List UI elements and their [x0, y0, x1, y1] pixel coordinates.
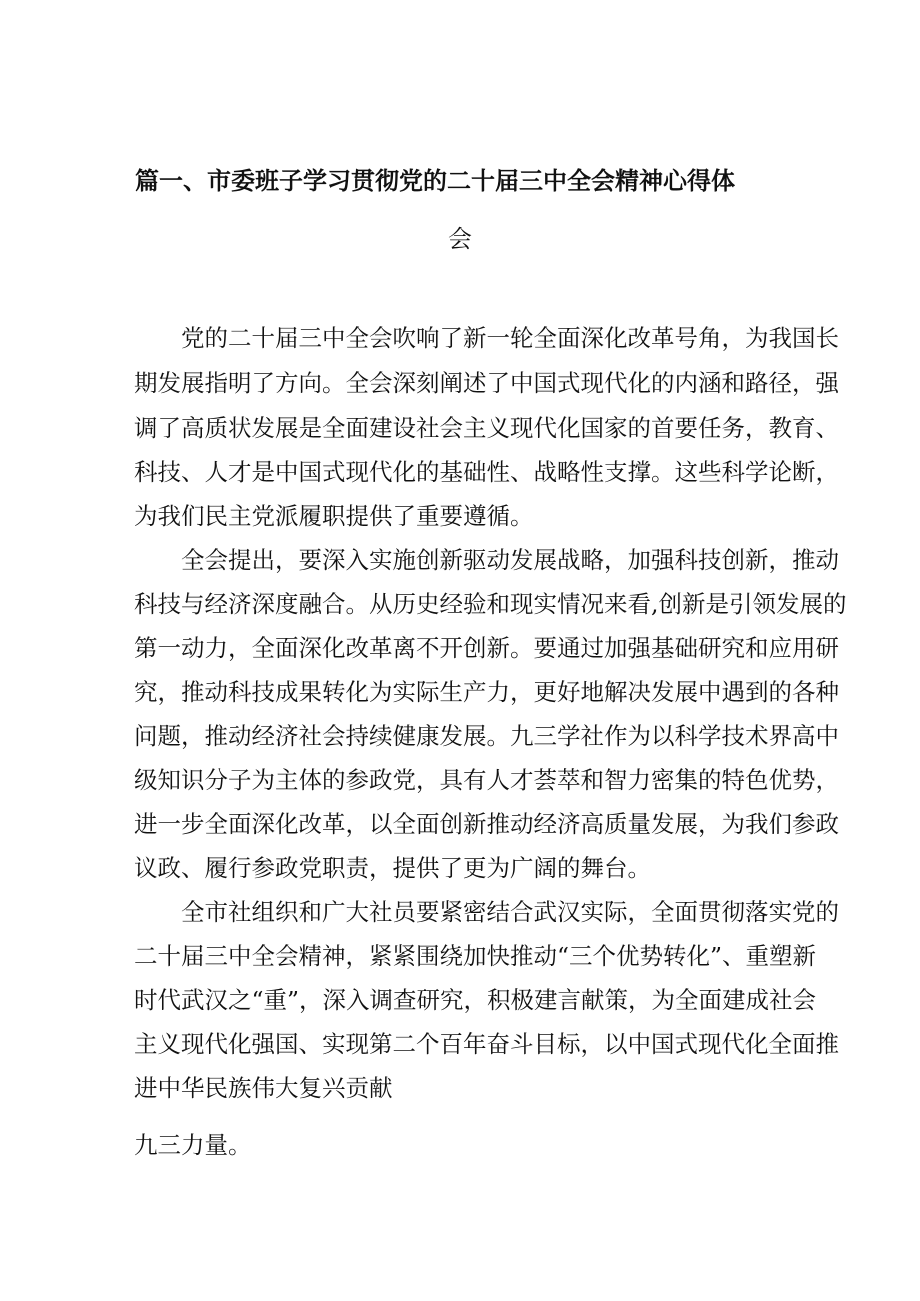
- paragraph-2-line: 究，推动科技成果转化为实际生产力，更好地解决发展中遇到的各种: [134, 678, 839, 706]
- paragraph-1-line: 党的二十届三中全会吹响了新一轮全面深化改革号角，为我国长: [181, 324, 839, 352]
- paragraph-1-line: 科技、人才是中国式现代化的基础性、战略性支撑。这些科学论断，: [134, 458, 839, 486]
- document-title-continued: 会: [448, 225, 472, 253]
- paragraph-2-line: 进一步全面深化改革，以全面创新推动经济高质量发展，为我们参政: [134, 810, 839, 838]
- paragraph-2-line: 级知识分子为主体的参政党，具有人才荟萃和智力密集的特色优势，: [134, 766, 839, 794]
- paragraph-2-line: 全会提出，要深入实施创新驱动发展战略，加强科技创新，推动: [181, 546, 839, 574]
- paragraph-1-line: 期发展指明了方向。全会深刻阐述了中国式现代化的内涵和路径，强: [134, 369, 839, 397]
- paragraph-2-line: 问题，推动经济社会持续健康发展。九三学社作为以科学技术界高中: [134, 722, 839, 750]
- paragraph-3-line: 时代武汉之“重”，深入调查研究，积极建言献策，为全面建成社会: [134, 986, 817, 1014]
- paragraph-3-line: 进中华民族伟大复兴贡献: [134, 1074, 393, 1102]
- paragraph-2-line: 科技与经济深度融合。从历史经验和现实情况来看,创新是引领发展的: [134, 590, 847, 618]
- paragraph-3-line: 二十届三中全会精神，紧紧围绕加快推动“三个优势转化”、重塑新: [134, 942, 817, 970]
- paragraph-1-line: 调了高质状发展是全面建设社会主义现代化国家的首要任务，教育、: [134, 414, 839, 442]
- paragraph-1-line: 为我们民主党派履职提供了重要遵循。: [134, 502, 534, 530]
- paragraph-2-line: 第一动力，全面深化改革离不开创新。要通过加强基础研究和应用研: [134, 634, 839, 662]
- closing-line: 九三力量。: [134, 1131, 252, 1159]
- paragraph-2-line: 议政、履行参政党职责，提供了更为广阔的舞台。: [134, 854, 651, 882]
- paragraph-3-line: 主义现代化强国、实现第二个百年奋斗目标，以中国式现代化全面推: [134, 1030, 839, 1058]
- paragraph-3-line: 全市社组织和广大社员要紧密结合武汉实际，全面贯彻落实党的: [181, 898, 839, 926]
- document-title: 篇一、市委班子学习贯彻党的二十届三中全会精神心得体: [135, 167, 735, 195]
